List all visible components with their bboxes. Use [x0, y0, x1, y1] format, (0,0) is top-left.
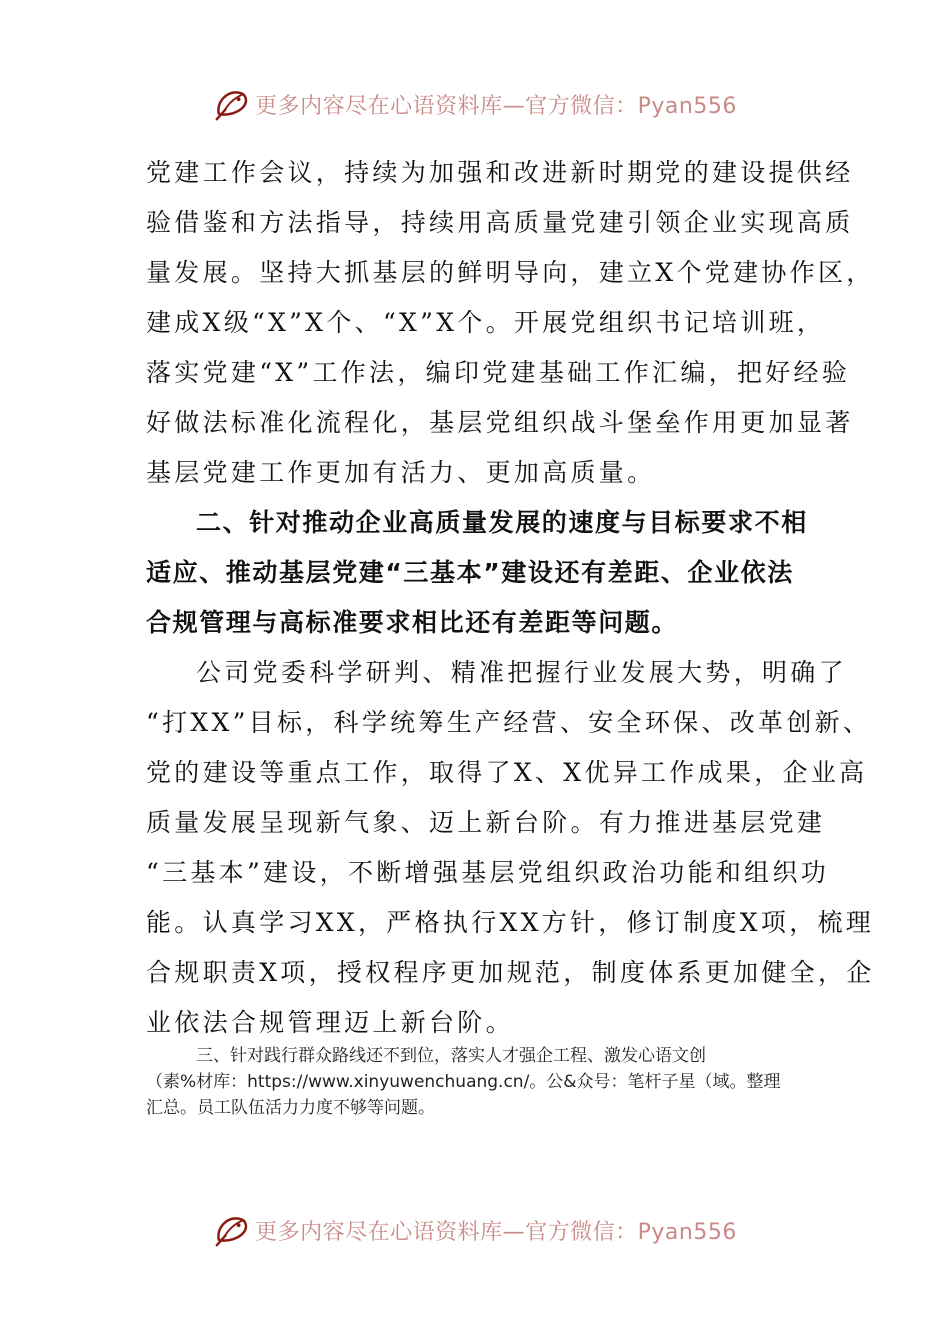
quill-logo-icon: [213, 85, 251, 123]
banner-text: 更多内容尽在心语资料库—官方微信：Pyan556: [255, 1219, 737, 1245]
text-line: 好做法标准化流程化，基层党组织战斗堡垒作用更加显著: [146, 408, 854, 437]
footer-banner: [0, 1208, 950, 1252]
text-line: 党建工作会议，持续为加强和改进新时期党的建设提供经: [146, 158, 854, 187]
section-heading-2: [146, 498, 818, 648]
text-line: 合规职责X项，授权程序更加规范，制度体系更加健全，企: [146, 958, 875, 987]
text-line: 量发展。坚持大抓基层的鲜明导向，建立X个党建协作区，: [146, 258, 875, 287]
note-line: 汇总。员工队伍活力力度不够等问题。: [146, 1098, 435, 1118]
text-line: 验借鉴和方法指导，持续用高质量党建引领企业实现高质: [146, 208, 854, 237]
heading-line: 合规管理与高标准要求相比还有差距等问题。: [146, 608, 679, 637]
text-line: “打XX”目标，科学统筹生产经营、安全环保、改革创新、: [146, 708, 872, 737]
banner-text: 更多内容尽在心语资料库—官方微信：Pyan556: [255, 93, 737, 119]
text-line: 建成X级“X”X个、“X”X个。开展党组织书记培训班，: [146, 308, 826, 337]
text-line: 党的建设等重点工作，取得了X、X优异工作成果，企业高: [146, 758, 868, 787]
document-body: [146, 148, 875, 1048]
section-3-note: [146, 1043, 826, 1121]
text-line: 公司党委科学研判、精准把握行业发展大势，明确了: [196, 658, 847, 687]
paragraph-2: [146, 648, 875, 1048]
heading-line: 适应、推动基层党建“三基本”建设还有差距、企业依法: [146, 558, 794, 587]
text-line: 基层党建工作更加有活力、更加高质量。: [146, 458, 656, 487]
note-line: （素%材库：https://www.xinyuwenchuang.cn/。公&众号：笔杆子星（域。整理: [146, 1072, 781, 1092]
heading-line: 二、针对推动企业高质量发展的速度与目标要求不相: [196, 508, 808, 537]
text-line: “三基本”建设，不断增强基层党组织政治功能和组织功: [146, 858, 830, 887]
text-line: 质量发展呈现新气象、迈上新台阶。有力推进基层党建: [146, 808, 826, 837]
quill-logo-icon: [213, 1211, 251, 1249]
text-line: 落实党建“X”工作法，编印党建基础工作汇编，把好经验: [146, 358, 851, 387]
header-banner: [0, 82, 950, 126]
text-line: 业依法合规管理迈上新台阶。: [146, 1008, 514, 1037]
paragraph-1: [146, 148, 875, 498]
note-line: 三、针对践行群众路线还不到位，落实人才强企工程、激发心语文创: [196, 1046, 706, 1066]
text-line: 能。认真学习XX，严格执行XX方针，修订制度X项，梳理: [146, 908, 875, 937]
